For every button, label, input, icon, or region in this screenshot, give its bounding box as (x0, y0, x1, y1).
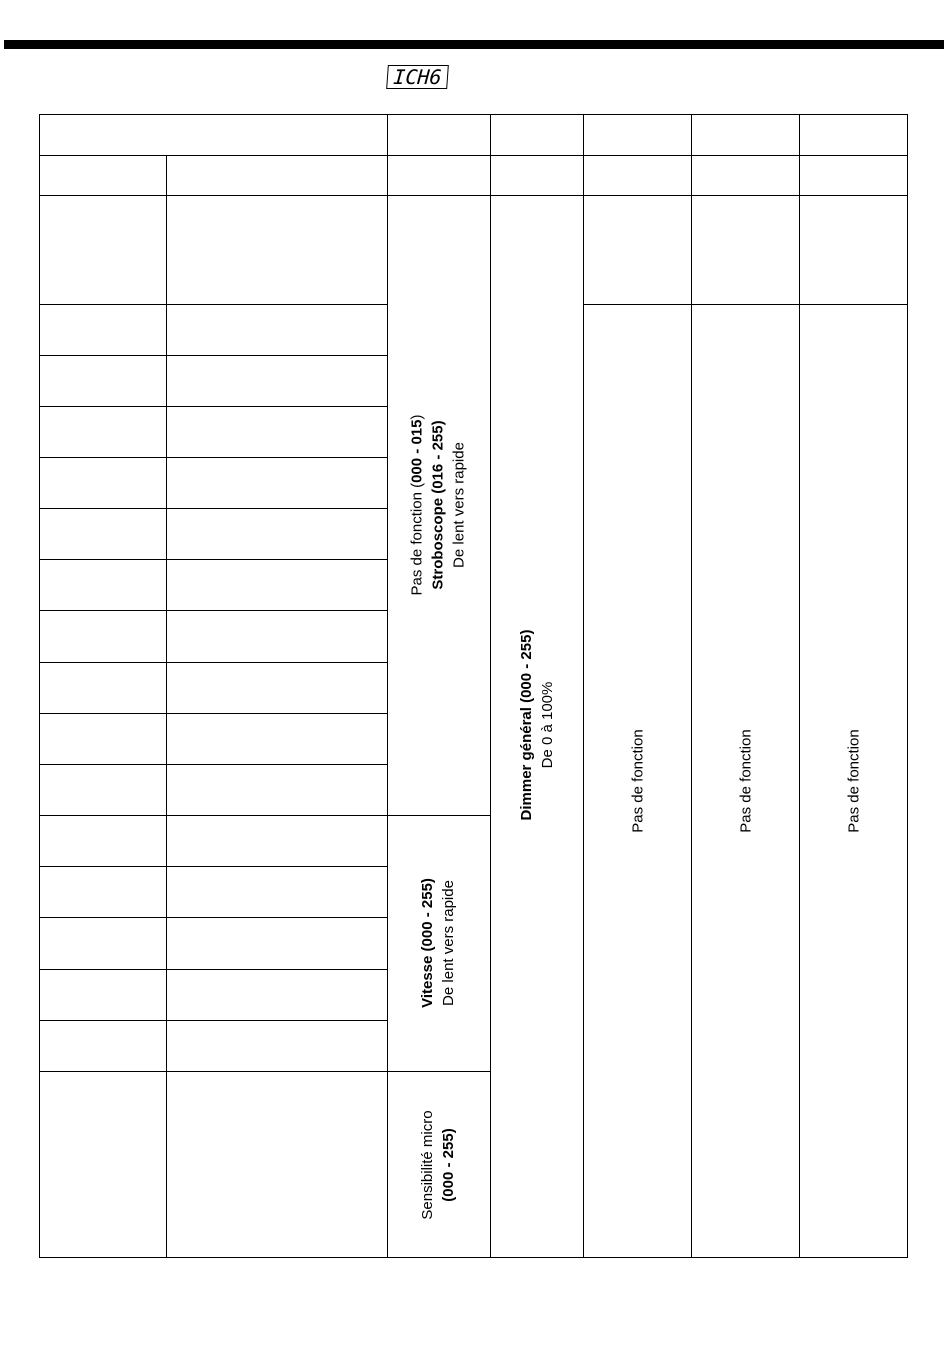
column-divider-ch2 (490, 114, 491, 1258)
ch2-dimmer-text: Dimmer général (000 - 255) De 0 à 100% (518, 629, 556, 821)
row-divider (39, 355, 388, 356)
row-divider (39, 713, 388, 714)
ch5-text: Pas de fonction (845, 729, 863, 833)
column-divider-ch4 (691, 114, 692, 1258)
row-divider (39, 866, 388, 867)
row-divider-ch3-5 (583, 304, 908, 305)
row-divider-speed-end (39, 1071, 491, 1072)
column-divider-ch5 (799, 114, 800, 1258)
table-header-bottom (39, 195, 908, 196)
row-divider (39, 457, 388, 458)
row-divider (39, 610, 388, 611)
table-border-left (39, 114, 40, 1258)
row-divider (39, 917, 388, 918)
row-divider (39, 764, 388, 765)
row-divider (39, 304, 388, 305)
table-border-top (39, 114, 908, 115)
column-divider-ch1 (387, 114, 388, 1258)
row-divider (39, 406, 388, 407)
ch4-text: Pas de fonction (737, 729, 755, 833)
column-divider-mode-program (166, 155, 167, 1258)
ch1-speed-text: Vitesse (000 - 255) De lent vers rapide (419, 878, 457, 1008)
row-divider (39, 1020, 388, 1021)
ch1-strobe-text: Pas de fonction (000 - 015) Stroboscope (016 - 255) De lent vers rapide (408, 414, 468, 596)
column-divider-ch3 (583, 114, 584, 1258)
row-divider (39, 559, 388, 560)
row-divider (39, 662, 388, 663)
lcd-display-code: ICH6 (386, 65, 449, 89)
row-divider (39, 508, 388, 509)
row-divider (39, 969, 388, 970)
table-border-bottom (39, 1257, 908, 1258)
table-border-right (907, 114, 908, 1258)
row-divider-strobe-end (39, 815, 491, 816)
ch3-text: Pas de fonction (629, 729, 647, 833)
ch1-sound-sensitivity-text: Sensibilité micro (000 - 255) (419, 1110, 457, 1220)
table-header-divider (39, 155, 908, 156)
